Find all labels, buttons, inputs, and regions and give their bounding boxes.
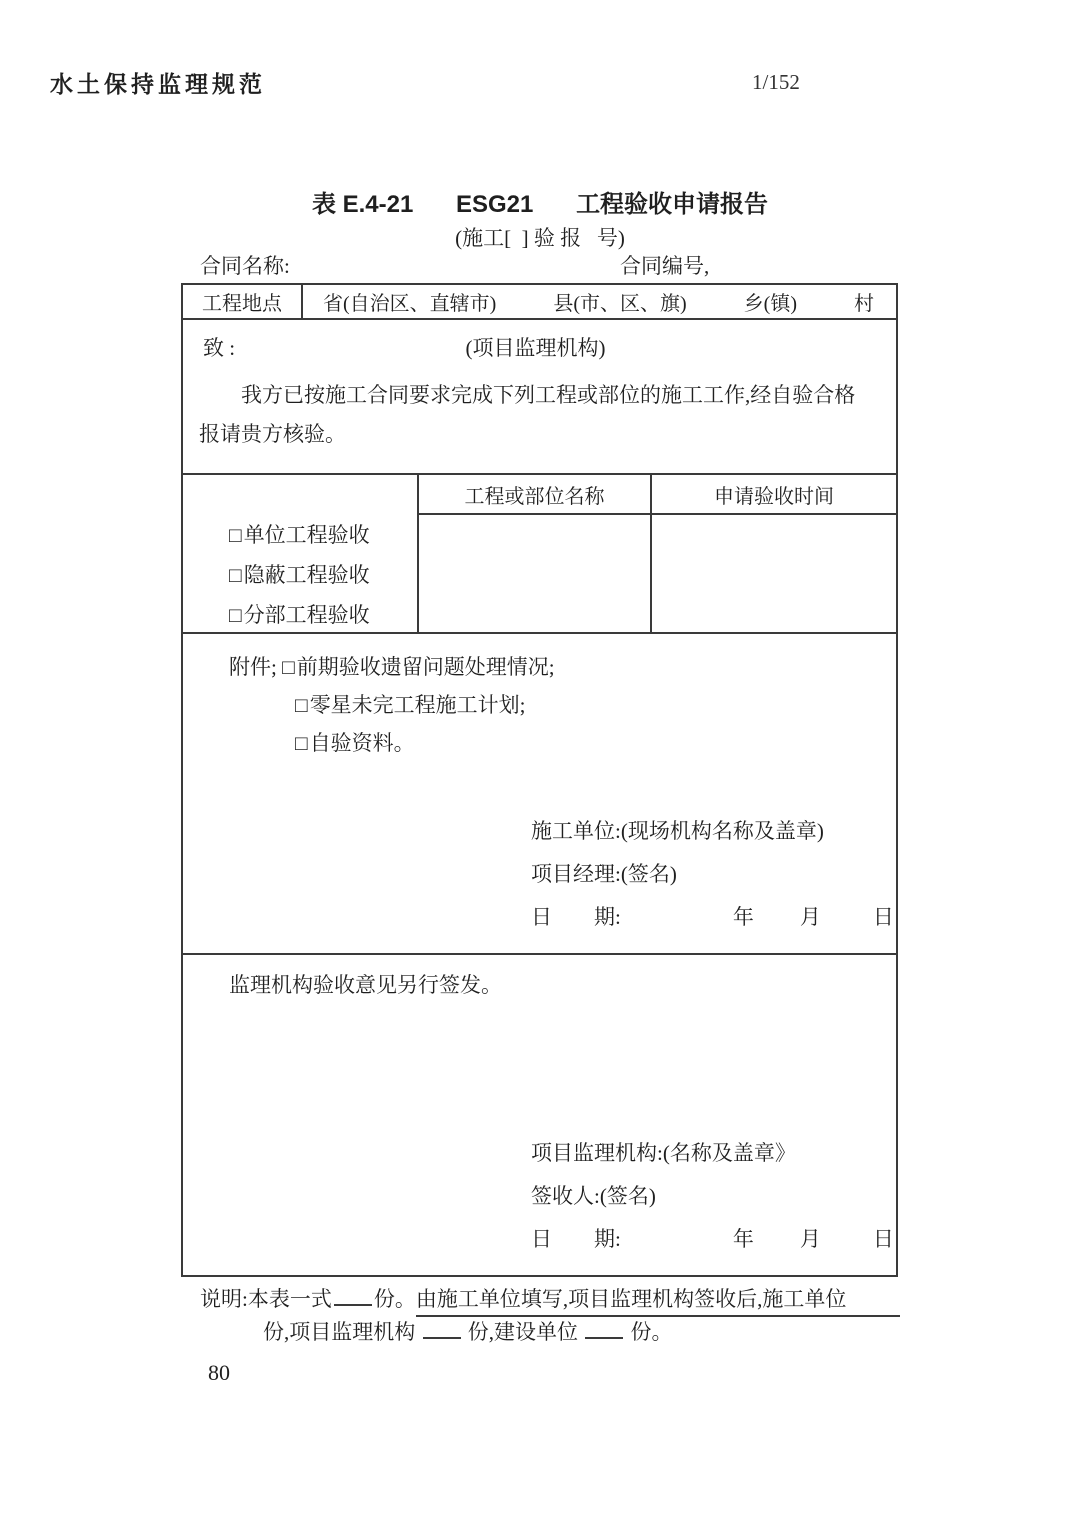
instruction-line-1 [200,1284,900,1317]
checkbox-division-acceptance[interactable] [229,595,417,635]
row-addressee [183,320,896,475]
note-text-3: 份,项目监理机构 [263,1320,416,1344]
form-subtitle: (施工[ ] 验 报 号) [455,226,625,250]
page-indicator: 1/152 [752,70,800,94]
contract-name-label: 合同名称: [200,254,290,278]
addressee-line [199,332,872,364]
document-header-title: 水土保持监理规范 [50,71,266,97]
work-name-header: 工程或部位名称 [419,475,650,515]
checkbox-icon[interactable]: □ [282,655,295,679]
supervising-org-hint: (项目监理机构) [465,336,606,360]
date-month-field[interactable]: 月 [799,1227,821,1251]
checkbox-concealed-acceptance[interactable] [229,555,417,595]
contractor-unit-line: 施工单位:(现场机构名称及盖章) [531,819,824,843]
supervisor-date-line [531,1218,894,1261]
project-location-label: 工程地点 [183,285,303,318]
form-instructions [200,1284,900,1348]
attachment-label: 自验资料。 [309,731,415,755]
copies-blank-field[interactable] [334,1286,372,1306]
page-number: 80 [208,1360,230,1385]
date-day-field[interactable]: 日 [872,1227,894,1251]
project-manager-line: 项目经理:(签名) [531,862,677,886]
note-label: 说明: [200,1287,248,1311]
contractor-date-line [531,896,894,939]
location-village-field[interactable]: 村 [853,293,874,315]
acceptance-time-input-cell[interactable] [652,515,896,632]
row-project-location [183,285,896,320]
checkbox-icon[interactable]: □ [295,693,308,717]
owner-copies-blank-field[interactable] [585,1319,623,1339]
note-text-2: 份。 [373,1287,416,1311]
attachment-item-1 [229,648,896,686]
note-underlined-text: 由施工单位填写,项目监理机构签收后,施工单位 [416,1284,900,1317]
supervisor-copies-blank-field[interactable] [423,1319,461,1339]
receiver-line: 签收人:(签名) [531,1184,656,1208]
date-word-qi: 期: [594,905,621,929]
row-attachments [183,634,896,955]
row-supervisor [183,955,896,1275]
date-word-qi: 期: [594,1227,621,1251]
checkbox-label: 单位工程验收 [243,523,370,547]
location-town-field[interactable]: 乡(镇) [743,293,797,315]
acceptance-type-list [183,475,419,632]
form-title [0,184,1080,219]
attachment-item-3 [295,724,896,762]
date-word-ri: 日 [531,1227,552,1251]
attachments-label: 附件; [229,655,277,679]
location-province-field[interactable]: 省(自治区、直辖市) [323,293,497,315]
application-statement: 我方已按施工合同要求完成下列工程或部位的施工工作,经自验合格报请贵方核验。 [199,383,856,446]
checkbox-icon[interactable]: □ [229,603,242,627]
supervisor-signature-block [531,1132,894,1261]
note-text-5: 份。 [630,1320,673,1344]
supervisor-org-line: 项目监理机构:(名称及盖章》 [531,1141,796,1165]
form-title-text: 工程验收申请报告 [576,191,769,218]
instruction-line-2 [263,1317,900,1348]
contractor-signature-block [531,810,894,939]
checkbox-icon[interactable]: □ [229,563,242,587]
column-acceptance-time [652,475,896,632]
row-acceptance [183,475,896,634]
project-location-fields [303,285,896,318]
date-year-field[interactable]: 年 [732,905,754,929]
note-text-4: 份,建设单位 [467,1320,578,1344]
contract-number-label: 合同编号, [620,254,710,278]
date-month-field[interactable]: 月 [799,905,821,929]
date-year-field[interactable]: 年 [732,1227,754,1251]
checkbox-icon[interactable]: □ [295,731,308,755]
work-name-input-cell[interactable] [419,515,650,632]
note-text-1: 本表一式 [247,1287,332,1311]
supervisor-note: 监理机构验收意见另行签发。 [229,973,502,997]
acceptance-time-header: 申请验收时间 [652,475,896,515]
form-table [181,283,898,1277]
to-label: 致 : [203,336,236,360]
date-word-ri: 日 [531,905,552,929]
attachment-label: 零星未完工程施工计划; [309,693,526,717]
checkbox-label: 分部工程验收 [243,603,370,627]
checkbox-unit-acceptance[interactable] [229,515,417,555]
attachment-item-2 [295,686,896,724]
location-county-field[interactable]: 县(市、区、旗) [553,293,687,315]
column-work-name [419,475,652,632]
form-table-number: 表 E.4-21 [311,191,414,218]
attachment-label: 前期验收遗留问题处理情况; [296,655,555,679]
date-day-field[interactable]: 日 [872,905,894,929]
form-code: ESG21 [456,191,534,218]
checkbox-icon[interactable]: □ [229,523,242,547]
checkbox-label: 隐蔽工程验收 [243,563,370,587]
